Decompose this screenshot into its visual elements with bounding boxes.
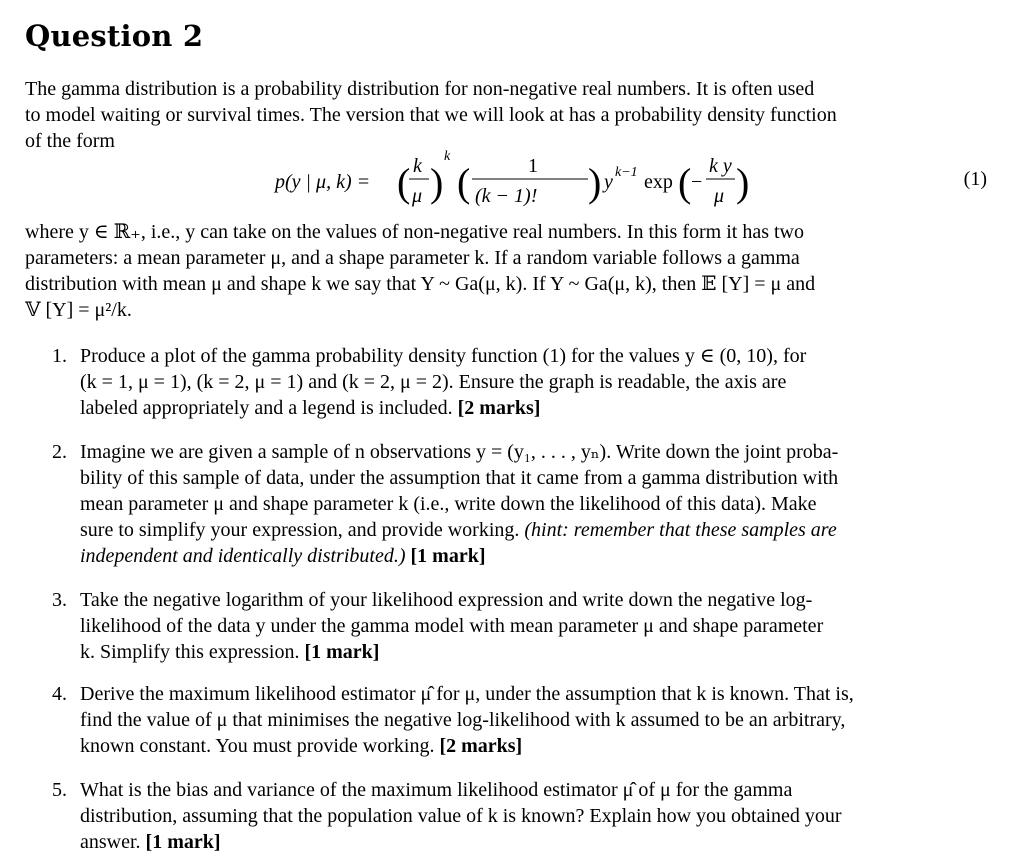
frac-ky-numerator: k y [709,155,732,177]
definition-line: parameters: a mean parameter μ, and a shape parameter k. If a random variable follows a gamma [25,247,800,269]
item-line-text: sure to simplify your expression, and provide working. [80,519,520,541]
definition-line: where y ∈ ℝ₊, i.e., y can take on the values of non-negative real numbers. In this form it has two [25,221,804,243]
item-line: Imagine we are given a sample of n observations y = (y₁, . . . , yₙ). Write down the joint proba- [80,441,839,463]
frac-mu-denominator: μ [714,185,725,207]
paren-left: ( [397,160,411,205]
marks-label: [1 mark] [410,545,486,567]
frac-k-numerator: k [413,155,422,177]
item-line: mean parameter μ and shape parameter k (i.e., write down the likelihood of this data). Make [80,493,817,515]
item-line-text: known constant. You must provide working. [80,735,435,757]
item-line: Produce a plot of the gamma probability density function (1) for the values y ∈ (0, 10), for [80,345,807,367]
item-text [80,343,987,421]
paren-left: ( [678,160,692,205]
item-line [80,733,987,759]
hint-text: (hint: remember that these samples are [524,519,837,541]
definition-paragraph [25,219,987,323]
hint-text: independent and identically distributed.) [80,545,406,567]
item-line: Take the negative logarithm of your likelihood expression and write down the negative log- [80,589,813,611]
marks-label: [1 mark] [145,831,221,853]
item-number: 3. [52,589,67,611]
frac-one-numerator: 1 [528,155,538,177]
frac-one-denominator: (k − 1)! [475,185,538,207]
item-line-text: labeled appropriately and a legend is included. [80,397,453,419]
item-line: (k = 1, μ = 1), (k = 2, μ = 1) and (k = 2, μ = 2). Ensure the graph is readable, the axis are [80,371,787,393]
paren-right: ) [588,160,602,205]
item-text [80,777,987,855]
equation-lhs: p(y | μ, k) = [275,171,371,193]
item-text [80,439,987,569]
item-line: What is the bias and variance of the maximum likelihood estimator μ̂ of μ for the gamma [80,779,793,801]
paren-left: ( [457,160,471,205]
item-text [80,587,987,665]
definition-line: distribution with mean μ and shape k we say that Y ~ Ga(μ, k). If Y ~ Ga(μ, k), then 𝔼 [Y] = μ and [25,273,816,295]
y-base: y [604,171,613,193]
item-line-text: k. Simplify this expression. [80,641,300,663]
intro-line: of the form [25,130,115,152]
power-k: k [444,149,451,164]
intro-line: to model waiting or survival times. The version that we will look at has a probability density function [25,104,837,126]
item-line [80,639,987,665]
item-line: distribution, assuming that the population value of k is known? Explain how you obtained your [80,805,842,827]
intro-line: The gamma distribution is a probability distribution for non-negative real numbers. It is often used [25,78,815,100]
marks-label: [1 mark] [304,641,380,663]
item-line [80,543,987,569]
minus-sign: − [691,171,703,193]
item-line [80,517,987,543]
item-line [80,395,987,421]
item-line: bility of this sample of data, under the assumption that it came from a gamma distribution with [80,467,839,489]
item-text [80,681,987,759]
paren-right: ) [736,160,750,205]
item-number: 2. [52,441,67,463]
y-exponent: k−1 [615,165,638,180]
frac-mu-denominator: μ [412,185,423,207]
marks-label: [2 marks] [457,397,541,419]
item-number: 4. [52,683,67,705]
item-line: find the value of μ that minimises the negative log-likelihood with k assumed to be an arbitrary, [80,709,846,731]
item-line-text: answer. [80,831,141,853]
definition-line: 𝕍 [Y] = μ²/k. [25,299,132,321]
paren-right: ) [430,160,444,205]
exp-label: exp [644,171,673,193]
item-number: 1. [52,345,67,367]
marks-label: [2 marks] [439,735,523,757]
equation-number: (1) [963,168,987,190]
item-line: Derive the maximum likelihood estimator μ̂ for μ, under the assumption that k is known. That is, [80,683,854,705]
item-line [80,829,987,855]
equation-formula [25,142,987,222]
question-title: Question 2 [25,19,204,53]
gamma-pdf-equation [25,142,987,222]
item-line: likelihood of the data y under the gamma model with mean parameter μ and shape parameter [80,615,824,637]
item-number: 5. [52,779,67,801]
